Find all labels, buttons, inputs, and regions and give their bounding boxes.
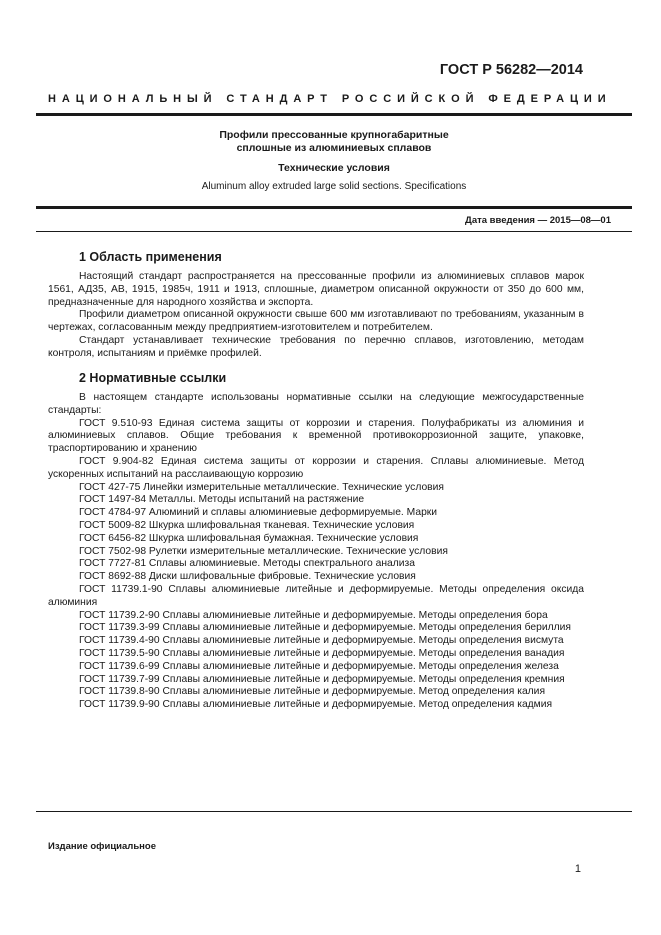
title-english: Aluminum alloy extruded large solid sections. Specifications <box>201 181 467 192</box>
paragraph: Настоящий стандарт распространяется на прессованные профили из алюминиевых сплавов марок 1561, АД35, АВ, 1915, 1985ч, 1911 и 1913, сплошные, диаметром описанной окружности от 350 до 600 мм, предназначенные для народного хозяйства и экспорта. <box>48 271 584 308</box>
reference-item: ГОСТ 4784-97 Алюминий и сплавы алюминиевые деформируемые. Марки <box>79 507 438 519</box>
paragraph: Стандарт устанавливает технические требования по перечню сплавов, изготовлению, методам контроля, испытаниям и приёмке профилей. <box>48 334 584 359</box>
reference-item: ГОСТ 11739.3-99 Сплавы алюминиевые литейные и деформируемые. Методы определения бериллия <box>79 622 571 634</box>
title-line-1: Профили прессованные крупногабаритные <box>219 129 449 141</box>
date-rule <box>36 231 632 232</box>
reference-item: ГОСТ 7502-98 Рулетки измерительные металлические. Технические условия <box>79 545 448 557</box>
reference-item: ГОСТ 9.510-93 Единая система защиты от коррозии и старения. Полуфабрикаты из алюминия и алюминиевых сплавов. Общие требования к временной противокоррозионной защите, упаковке, траспортированию и хранению <box>48 417 584 455</box>
reference-item: ГОСТ 11739.2-90 Сплавы алюминиевые литейные и деформируемые. Методы определения бора <box>79 609 548 621</box>
reference-item: ГОСТ 11739.4-90 Сплавы алюминиевые литейные и деформируемые. Методы определения висмута <box>79 635 564 647</box>
reference-item: ГОСТ 1497-84 Металлы. Методы испытаний на растяжение <box>79 494 365 506</box>
header-rule <box>36 113 632 116</box>
reference-item: ГОСТ 11739.5-90 Сплавы алюминиевые литейные и деформируемые. Методы определения ванадия <box>79 647 565 659</box>
paragraph: В настоящем стандарте использованы нормативные ссылки на следующие межгосударственные стандарты: <box>48 392 584 416</box>
section-1-heading: 1 Область применения <box>79 250 222 264</box>
reference-item: ГОСТ 11739.6-99 Сплавы алюминиевые литейные и деформируемые. Методы определения железа <box>79 660 559 672</box>
reference-item: ГОСТ 11739.8-90 Сплавы алюминиевые литейные и деформируемые. Метод определения калия <box>79 686 546 698</box>
edition-label: Издание официальное <box>48 841 156 852</box>
footer-rule <box>36 811 632 812</box>
reference-item: ГОСТ 7727-81 Сплавы алюминиевые. Методы спектрального анализа <box>79 558 415 570</box>
paragraph: Профили диаметром описанной окружности свыше 600 мм изготавливают по требованиям, указанным в чертежах, согласованным между предприятием-изготовителем и потребителем. <box>48 309 584 334</box>
reference-item: ГОСТ 11739.9-90 Сплавы алюминиевые литейные и деформируемые. Метод определения кадмия <box>79 699 553 711</box>
national-standard-banner: НАЦИОНАЛЬНЫЙ СТАНДАРТ РОССИЙСКОЙ ФЕДЕРАЦИИ <box>48 93 612 105</box>
title-subtitle: Технические условия <box>278 162 390 174</box>
section-2-body <box>48 392 584 712</box>
reference-item: ГОСТ 11739.1-90 Сплавы алюминиевые литейные и деформируемые. Методы определения оксида алюминия <box>48 583 584 608</box>
title-rule <box>36 206 632 209</box>
title-line-2: сплошные из алюминиевых сплавов <box>236 142 432 154</box>
reference-item: ГОСТ 427-75 Линейки измерительные металлические. Технические условия <box>79 481 444 493</box>
standard-code: ГОСТ Р 56282—2014 <box>439 62 583 78</box>
reference-item: ГОСТ 5009-82 Шкурка шлифовальная тканевая. Технические условия <box>79 519 415 531</box>
reference-item: ГОСТ 11739.7-99 Сплавы алюминиевые литейные и деформируемые. Методы определения кремния <box>79 673 565 685</box>
introduction-date: Дата введения — 2015—08—01 <box>465 215 611 226</box>
reference-item: ГОСТ 8692-88 Диски шлифовальные фибровые. Технические условия <box>79 571 416 583</box>
reference-item: ГОСТ 6456-82 Шкурка шлифовальная бумажная. Технические условия <box>79 532 419 544</box>
section-1-body <box>48 271 584 361</box>
page-number: 1 <box>574 863 581 875</box>
section-2-heading: 2 Нормативные ссылки <box>79 371 227 385</box>
reference-item: ГОСТ 9.904-82 Единая система защиты от коррозии и старения. Сплавы алюминиевые. Метод ускоренных испытаний на расслаивающую коррозию <box>48 455 584 480</box>
